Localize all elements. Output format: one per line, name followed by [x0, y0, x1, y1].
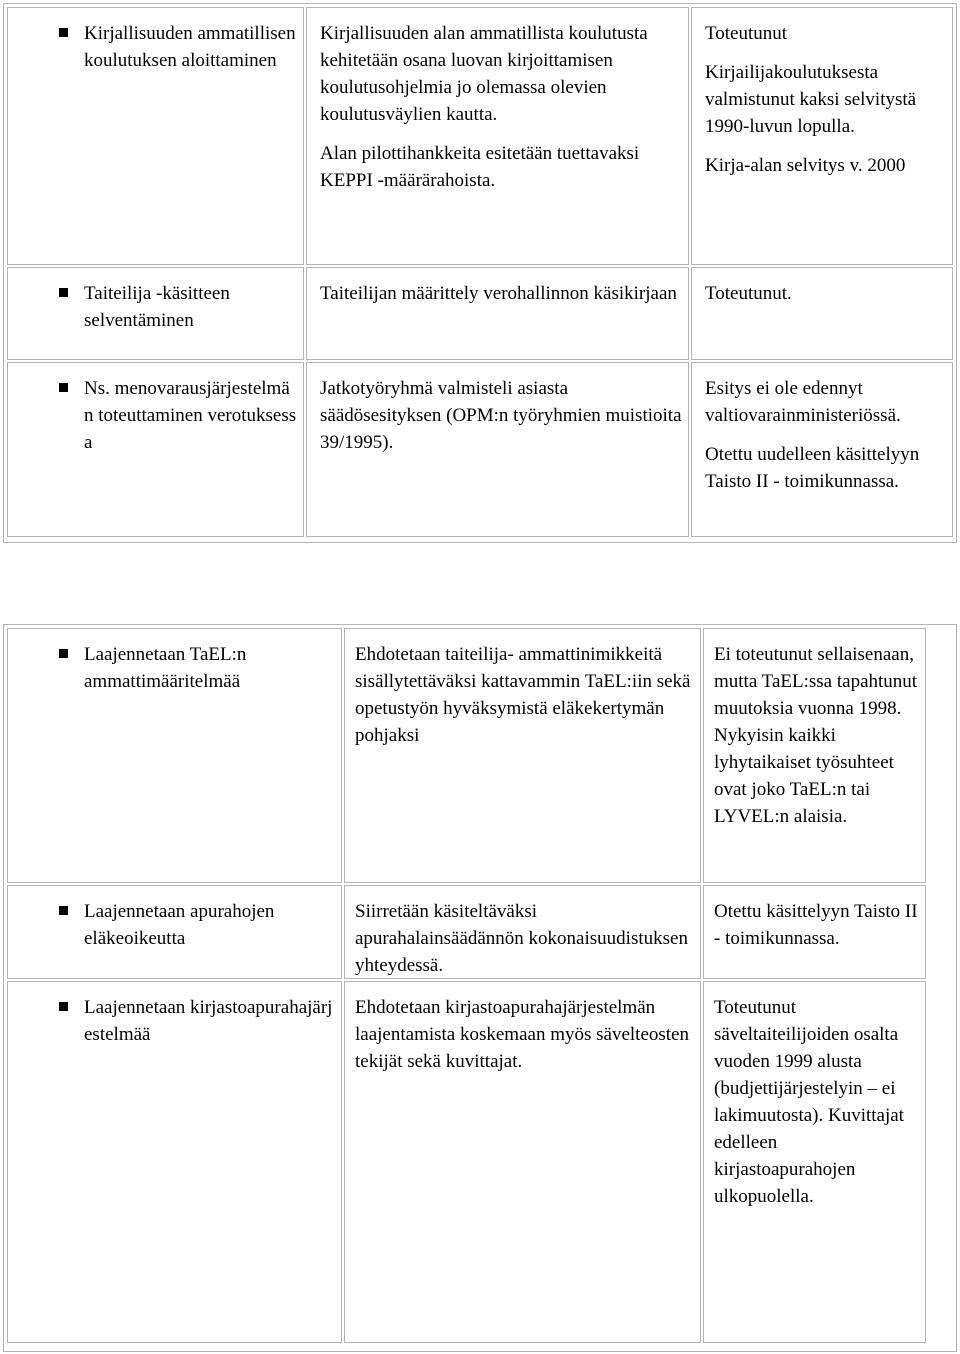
topic-cell	[7, 362, 304, 537]
topic-cell	[7, 885, 342, 979]
measure-cell	[306, 362, 689, 537]
topic-text: Laajennetaan apurahojen eläkeoikeutta	[84, 901, 275, 949]
measure-cell	[306, 7, 689, 265]
measure-text: Taiteilijan määrittely verohallinnon käsikirjaan	[320, 283, 677, 304]
status-text: Toteutunut.	[705, 283, 792, 304]
status-text: Kirja-alan selvitys v. 2000	[705, 155, 906, 176]
topic-text: Taiteilija -käsitteen selventäminen	[84, 283, 230, 331]
status-text: Toteutunut säveltaiteilijoiden osalta vuoden 1999 alusta (budjettijärjestelyin – ei lakimuutosta). Kuvittajat edelleen kirjastoapurahojen ulkopuolella.	[714, 997, 904, 1207]
status-table-2	[3, 624, 957, 1352]
measure-text: Kirjallisuuden alan ammatillista koulutusta kehitetään osana luovan kirjoittamisen koulutusohjelmia jo olemassa olevien koulutusväylien kautta.	[320, 23, 648, 125]
bullet-icon	[59, 288, 68, 297]
topic-cell	[7, 7, 304, 265]
bullet-icon	[59, 1002, 68, 1011]
status-text: Otettu uudelleen käsittelyyn Taisto II - toimikunnassa.	[705, 444, 920, 492]
topic-text: Ns. menovarausjärjestelmän toteuttaminen verotuksessa	[84, 378, 297, 453]
status-cell	[691, 267, 953, 360]
status-text: Esitys ei ole edennyt valtiovarainministeriössä.	[705, 378, 901, 426]
measure-cell	[344, 885, 701, 979]
status-cell	[703, 885, 926, 979]
measure-cell	[306, 267, 689, 360]
bullet-icon	[59, 28, 68, 37]
status-text: Ei toteutunut sellaisenaan, mutta TaEL:ssa tapahtunut muutoksia vuonna 1998. Nykyisin kaikki lyhytaikaiset työsuhteet ovat joko TaEL:n tai LYVEL:n alaisia.	[714, 644, 918, 827]
measure-text: Alan pilottihankkeita esitetään tuettavaksi KEPPI -määrärahoista.	[320, 143, 640, 191]
status-cell	[691, 362, 953, 537]
topic-text: Kirjallisuuden ammatillisen koulutuksen aloittaminen	[84, 23, 296, 71]
measure-text: Ehdotetaan kirjastoapurahajärjestelmän laajentamista koskemaan myös sävelteosten tekijät sekä kuvittajat.	[355, 997, 689, 1072]
bullet-icon	[59, 649, 68, 658]
measure-cell	[344, 628, 701, 883]
topic-cell	[7, 267, 304, 360]
measure-text: Jatkotyöryhmä valmisteli asiasta säädösesityksen (OPM:n työryhmien muistioita 39/1995).	[320, 378, 682, 453]
measure-text: Siirretään käsiteltäväksi apurahalainsäädännön kokonaisuudistuksen yhteydessä.	[355, 901, 688, 976]
status-cell	[703, 981, 926, 1343]
topic-cell	[7, 628, 342, 883]
status-table-1	[3, 3, 957, 543]
measure-text: Ehdotetaan taiteilija- ammattinimikkeitä sisällytettäväksi kattavammin TaEL:iin sekä opetustyön hyväksymistä eläkekertymän pohjaksi	[355, 644, 691, 746]
status-cell	[691, 7, 953, 265]
status-text: Kirjailijakoulutuksesta valmistunut kaksi selvitystä 1990-luvun lopulla.	[705, 62, 917, 137]
topic-cell	[7, 981, 342, 1343]
topic-text: Laajennetaan TaEL:n ammattimääritelmää	[84, 644, 247, 692]
status-text: Otettu käsittelyyn Taisto II - toimikunnassa.	[714, 901, 918, 949]
status-text: Toteutunut	[705, 23, 788, 44]
topic-text: Laajennetaan kirjastoapurahajärjestelmää	[84, 997, 333, 1045]
status-cell	[703, 628, 926, 883]
measure-cell	[344, 981, 701, 1343]
bullet-icon	[59, 906, 68, 915]
bullet-icon	[59, 383, 68, 392]
